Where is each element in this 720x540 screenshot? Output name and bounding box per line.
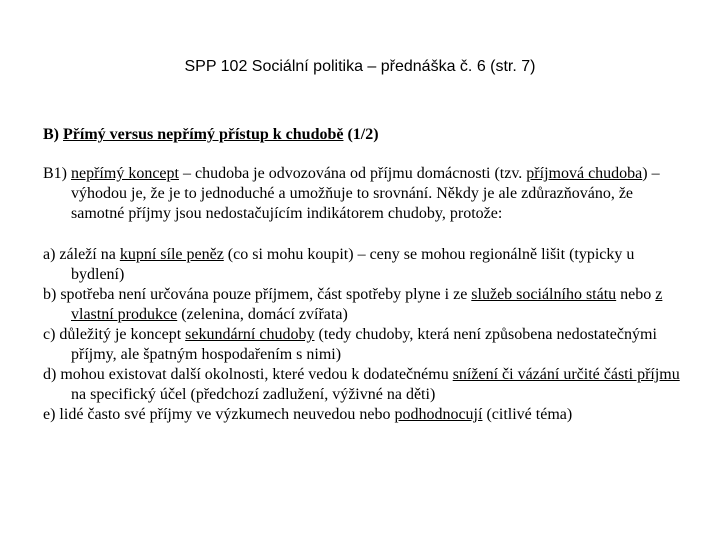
item-c-term: sekundární chudoby	[185, 326, 315, 343]
item-b-text-1: b) spotřeba není určována pouze příjmem, část spotřeby plyne i ze	[43, 286, 472, 303]
b1-text-1: – chudoba je odvozována od příjmu domácnosti (tzv.	[178, 165, 527, 182]
list-item-b	[43, 285, 683, 325]
slide-content	[43, 125, 683, 425]
list-item-e	[43, 405, 683, 425]
title-underlined: Přímý versus nepřímý přístup k chudobě	[63, 126, 344, 143]
b1-prefix: B1)	[43, 165, 71, 182]
slide-header: SPP 102 Sociální politika – přednáška č. 6 (str. 7)	[184, 58, 536, 75]
item-b-term-1: služeb sociálního státu	[471, 286, 617, 303]
list-item-c	[43, 325, 683, 365]
item-b-term-2: z vlastní produkce	[71, 286, 663, 323]
b1-paragraph	[43, 164, 683, 224]
title-suffix: (1/2)	[343, 126, 379, 143]
item-e-text-1: e) lidé často své příjmy ve výzkumech neuvedou nebo	[43, 406, 395, 423]
list-item-a	[43, 245, 683, 285]
item-c-text-1: c) důležitý je koncept	[43, 326, 186, 343]
title-prefix: B)	[43, 126, 63, 143]
section-title	[43, 125, 683, 145]
item-c-text-2: (tedy chudoby, která není způsobena nedostatečnými příjmy, ale špatným hospodařením s nimi)	[71, 326, 657, 363]
item-a-text-1: a) záleží na	[43, 246, 120, 263]
item-d-text-2: na specifický účel (předchozí zadlužení, výživné na děti)	[71, 386, 436, 403]
item-a-term: kupní síle peněz	[119, 246, 224, 263]
reasons-list	[43, 245, 683, 425]
list-item-d	[43, 365, 683, 405]
item-b-text-2: nebo	[616, 286, 656, 303]
b1-term-indirect: nepřímý koncept	[71, 165, 179, 182]
item-d-term: snížení či vázání určité části příjmu	[452, 366, 680, 383]
b1-text-2: ) – výhodou je, že je to jednoduché a umožňuje to srovnání. Někdy je ale zdůrazňováno, že samotné příjmy jsou nedostačujícím indikátorem chudoby, protože:	[71, 165, 660, 222]
b1-term-income-poverty: příjmová chudoba	[526, 165, 643, 182]
item-b-text-3: (zelenina, domácí zvířata)	[177, 306, 348, 323]
item-e-term: podhodnocují	[394, 406, 483, 423]
item-d-text-1: d) mohou existovat další okolnosti, které vedou k dodatečnému	[43, 366, 453, 383]
item-a-text-2: (co si mohu koupit) – ceny se mohou regionálně lišit (typicky u bydlení)	[71, 246, 635, 283]
item-e-text-2: (citlivé téma)	[482, 406, 573, 423]
